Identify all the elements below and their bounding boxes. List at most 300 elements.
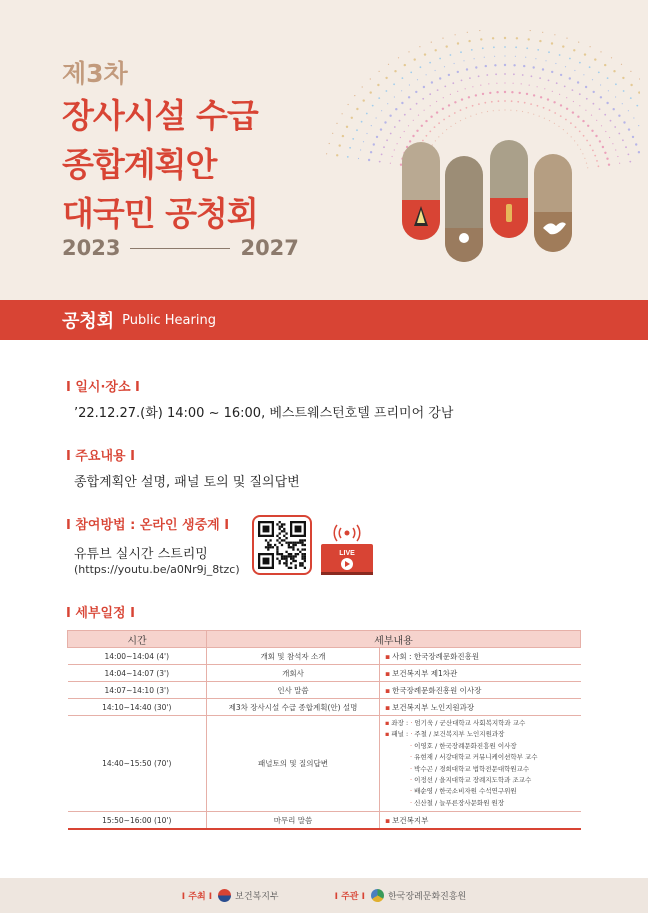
- wave-dot: [438, 122, 440, 124]
- wave-dot: [430, 105, 431, 106]
- wave-dot: [347, 156, 349, 158]
- wave-dot: [392, 156, 393, 157]
- wave-dot: [421, 125, 423, 127]
- panel-line-5: · 배순영 / 한국소비자원 수석연구위원: [410, 787, 517, 796]
- wave-dot: [435, 140, 436, 141]
- wave-dot: [606, 102, 608, 104]
- organizer-name: 한국장례문화진흥원: [387, 892, 467, 902]
- wave-dot: [554, 123, 555, 124]
- wave-dot: [485, 65, 487, 67]
- wave-dot: [348, 104, 349, 105]
- participation-heading: I 참여방법 : 온라인 생중계 I: [66, 518, 230, 533]
- wave-dot: [515, 56, 516, 57]
- pill-photo-4: [534, 154, 572, 252]
- wave-dot: [454, 63, 455, 64]
- wave-dot: [579, 105, 580, 106]
- wave-dot: [526, 47, 528, 49]
- wave-dot: [592, 150, 594, 152]
- wave-dot: [585, 110, 586, 111]
- wave-dot: [418, 115, 419, 116]
- wave-dot: [564, 86, 566, 88]
- wave-dot: [628, 110, 629, 111]
- wave-dot: [336, 154, 338, 156]
- wave-dot: [496, 83, 497, 84]
- qr-code-image: [258, 521, 306, 569]
- wave-dot: [630, 84, 632, 86]
- wave-dot: [519, 92, 521, 94]
- panel-line-4: · 이정선 / 을지대학교 장례지도학과 조교수: [410, 776, 532, 785]
- wave-dot: [426, 74, 427, 75]
- wave-dot: [366, 133, 367, 134]
- wave-dot: [457, 42, 459, 44]
- wave-dot: [370, 78, 371, 79]
- wave-dot: [336, 123, 337, 124]
- wave-dot: [482, 93, 484, 95]
- wave-dot: [386, 90, 388, 92]
- pill-photo-1: [402, 142, 440, 240]
- wave-dot: [332, 133, 333, 134]
- table-header-row: [68, 631, 581, 648]
- wave-dot: [423, 86, 425, 88]
- band-title-en: Public Hearing: [122, 312, 216, 328]
- datetime-text: ’22.12.27.(화) 14:00 ~ 16:00, 베스트웨스턴호텔 프리미어 강남: [74, 406, 454, 421]
- wave-dot: [476, 114, 477, 115]
- chair-line: ▪ 좌장 : · 엄기욱 / 군산대학교 사회복지학과 교수: [385, 719, 526, 727]
- wave-dot: [548, 80, 550, 82]
- wave-dot: [404, 64, 406, 66]
- organizer-logo-icon: [371, 889, 384, 902]
- row-time: 14:10~14:40 (30'): [68, 699, 207, 716]
- wave-dot: [604, 152, 606, 154]
- wave-dot: [409, 140, 411, 142]
- wave-dot: [596, 120, 597, 121]
- table-row: [68, 682, 581, 699]
- wave-dot: [537, 105, 539, 107]
- wave-dot: [584, 158, 585, 159]
- wave-dot: [537, 86, 538, 87]
- wave-dot: [379, 71, 380, 72]
- wave-dot: [397, 143, 398, 144]
- wave-dot: [613, 108, 615, 110]
- wave-dot: [537, 49, 539, 51]
- wave-dot: [618, 133, 620, 135]
- wave-dot: [621, 64, 622, 65]
- wave-dot: [481, 112, 482, 113]
- wave-dot: [540, 96, 542, 98]
- wave-dot: [494, 56, 495, 57]
- wave-dot: [584, 53, 586, 55]
- wave-dot: [606, 158, 608, 160]
- wave-dot: [583, 135, 585, 137]
- wave-dot: [360, 149, 361, 150]
- wave-dot: [426, 135, 428, 137]
- row-time: 14:00~14:04 (4'): [68, 648, 207, 665]
- wave-dot: [435, 49, 437, 51]
- wave-dot: [455, 123, 456, 124]
- wave-dot: [478, 103, 480, 105]
- wave-dot: [339, 144, 341, 146]
- wave-dot: [609, 137, 610, 138]
- wave-dot: [623, 121, 625, 123]
- wave-dot: [593, 91, 595, 93]
- signal-icon: [334, 525, 360, 541]
- wave-dot: [386, 139, 388, 141]
- wave-dot: [596, 160, 598, 162]
- wave-dot: [516, 37, 518, 39]
- wave-dot: [577, 116, 579, 118]
- wave-dot: [604, 64, 606, 66]
- wave-dot: [470, 116, 471, 117]
- wave-dot: [539, 40, 541, 42]
- wave-dot: [524, 102, 526, 104]
- wave-dot: [492, 37, 494, 39]
- wave-dot: [612, 143, 613, 144]
- wave-dot: [460, 51, 462, 53]
- year-start: 2023: [62, 236, 121, 260]
- wave-dot: [638, 91, 640, 93]
- wave-dot: [446, 129, 447, 130]
- wave-dot: [420, 66, 422, 68]
- host-name: 보건복지부: [235, 892, 279, 902]
- content-text: 종합계획안 설명, 패널 토의 및 질의답변: [74, 475, 300, 490]
- wave-dot: [539, 77, 541, 79]
- wave-dot: [630, 97, 632, 99]
- wave-dot: [370, 151, 372, 153]
- wave-dot: [432, 144, 433, 145]
- wave-dot: [574, 140, 575, 141]
- wave-dot: [569, 77, 571, 79]
- wave-dot: [461, 80, 463, 82]
- youtube-link[interactable]: (https://youtu.be/a0Nr9j_8tzc): [74, 563, 240, 576]
- wave-dot: [560, 104, 562, 106]
- hero-artwork: [300, 30, 640, 270]
- wave-dot: [605, 131, 606, 132]
- wave-dot: [504, 109, 505, 110]
- wave-dot: [572, 111, 574, 113]
- dotted-wave-lines: [326, 30, 640, 168]
- wave-dot: [446, 45, 448, 47]
- wave-dot: [607, 77, 609, 79]
- wave-dot: [356, 108, 358, 110]
- wave-dot: [579, 62, 581, 64]
- wave-dot: [504, 73, 506, 75]
- wave-dot: [388, 64, 389, 65]
- government-logo-icon: [218, 889, 231, 902]
- wave-dot: [573, 101, 574, 102]
- wave-dot: [636, 105, 638, 107]
- wave-dot: [586, 140, 588, 142]
- wave-dot: [436, 101, 437, 102]
- wave-dot: [548, 51, 550, 53]
- wave-dot: [610, 120, 612, 122]
- wave-dot: [408, 125, 409, 126]
- wave-dot: [600, 96, 602, 98]
- panel-line-6: · 신산철 / 늘푸른장사문화원 원장: [410, 798, 505, 807]
- wave-dot: [513, 64, 515, 66]
- wave-dot: [591, 130, 593, 132]
- wave-dot: [408, 51, 409, 52]
- wave-dot: [380, 128, 382, 130]
- wave-dot: [619, 163, 620, 164]
- wave-dot: [326, 153, 327, 154]
- wave-dot: [342, 113, 343, 114]
- wave-dot: [638, 125, 639, 126]
- wave-dot: [480, 85, 481, 86]
- pill-photo-3: [490, 140, 528, 238]
- wave-dot: [448, 104, 450, 106]
- wave-dot: [371, 125, 372, 126]
- wave-dot: [622, 103, 623, 104]
- wave-dot: [489, 92, 491, 94]
- wave-dot: [363, 141, 364, 142]
- wave-dot: [404, 131, 405, 132]
- wave-dot: [439, 58, 441, 60]
- wave-dot: [378, 97, 380, 99]
- wave-dot: [622, 139, 624, 141]
- wave-dot: [409, 84, 410, 85]
- row-time: 14:04~14:07 (3'): [68, 665, 207, 682]
- wave-dot: [599, 108, 601, 110]
- schedule-table: [67, 630, 581, 830]
- wave-dot: [552, 91, 553, 92]
- wave-dot: [608, 90, 609, 91]
- wave-dot: [415, 91, 417, 93]
- wave-dot: [628, 128, 630, 130]
- wave-dot: [628, 154, 630, 156]
- wave-dot: [544, 88, 545, 89]
- wave-dot: [583, 74, 584, 75]
- qr-code[interactable]: [252, 515, 312, 575]
- wave-dot: [379, 161, 381, 163]
- wave-dot: [356, 129, 358, 131]
- organizer-group: [335, 889, 467, 902]
- wave-dot: [390, 133, 392, 135]
- panel-line-3: · 박수곤 / 경희대학교 법학전문대학원교수: [410, 764, 530, 773]
- wave-dot: [434, 126, 436, 128]
- table-row-panel: [68, 716, 581, 812]
- live-broadcast-icon[interactable]: [320, 524, 374, 576]
- wave-dot: [354, 95, 355, 96]
- wave-dot: [592, 79, 593, 80]
- wave-dot: [370, 91, 372, 93]
- wave-dot: [618, 115, 620, 117]
- wave-dot: [579, 131, 581, 133]
- wave-dot: [376, 117, 377, 118]
- wave-dot: [480, 38, 482, 40]
- wave-dot: [435, 70, 436, 71]
- wave-dot: [479, 30, 480, 31]
- wave-dot: [504, 64, 506, 66]
- wave-dot: [521, 83, 522, 84]
- wave-dot: [513, 83, 514, 84]
- wave-dot: [362, 86, 363, 87]
- wave-dot: [504, 55, 505, 56]
- wave-dot: [535, 58, 536, 59]
- panel-line-1: · 이영호 / 한국장례문화진흥원 이사장: [410, 741, 517, 750]
- wave-dot: [460, 109, 462, 111]
- wave-dot: [553, 101, 555, 103]
- wave-dot: [573, 49, 575, 51]
- row-detail: ▪ 보건복지부 제1차관: [380, 665, 581, 682]
- wave-dot: [368, 159, 370, 161]
- wave-dot: [457, 91, 458, 92]
- row-time: 14:07~14:10 (3'): [68, 682, 207, 699]
- wave-dot: [381, 154, 383, 156]
- wave-dot: [525, 57, 526, 58]
- organizer-label: I 주관 I: [334, 892, 365, 902]
- wave-dot: [504, 37, 506, 39]
- wave-dot: [593, 103, 595, 105]
- wave-dot: [394, 126, 396, 128]
- wave-dot: [611, 57, 612, 58]
- wave-dot: [565, 66, 566, 67]
- wave-dot: [352, 138, 354, 140]
- hero-banner: [0, 0, 648, 300]
- wave-dot: [429, 131, 431, 133]
- wave-dot: [457, 71, 459, 73]
- wave-dot: [443, 97, 444, 98]
- wave-dot: [390, 163, 391, 164]
- title-line-1: 장사시설 수급: [62, 96, 258, 135]
- wave-dot: [402, 77, 404, 79]
- wave-dot: [465, 88, 466, 89]
- wave-dot: [598, 72, 600, 74]
- wave-dot: [495, 73, 497, 75]
- wave-dot: [442, 108, 444, 110]
- wave-dot: [410, 108, 412, 110]
- wave-dot: [578, 42, 579, 43]
- wave-dot: [463, 60, 464, 61]
- wave-dot: [533, 94, 535, 96]
- wave-dot: [542, 68, 544, 70]
- content-heading: I 주요내용 I: [66, 449, 135, 464]
- row-item: 개회사: [207, 665, 380, 682]
- panel-line-2: · 유현재 / 서강대학교 커뮤니케이션학부 교수: [410, 753, 538, 762]
- footer: [0, 878, 648, 913]
- wave-dot: [526, 93, 528, 95]
- wave-dot: [554, 34, 555, 35]
- wave-dot: [363, 99, 365, 101]
- wave-dot: [543, 107, 545, 109]
- wave-dot: [504, 46, 506, 48]
- wave-dot: [511, 91, 513, 93]
- wave-dot: [562, 45, 564, 47]
- wave-dot: [472, 86, 473, 87]
- wave-dot: [566, 97, 567, 98]
- wave-dot: [630, 71, 631, 72]
- wave-dot: [498, 100, 500, 102]
- wave-dot: [450, 54, 452, 56]
- wave-dot: [452, 82, 454, 84]
- wave-dot: [385, 77, 387, 79]
- wave-dot: [431, 81, 433, 83]
- wave-dot: [377, 84, 379, 86]
- wave-dot: [466, 68, 468, 70]
- wave-dot: [425, 120, 427, 122]
- year-range: [62, 236, 299, 260]
- wave-dot: [549, 109, 551, 111]
- wave-dot: [442, 38, 443, 39]
- row-item: 제3차 장사시설 수급 종합계획(안) 설명: [207, 699, 380, 716]
- wave-dot: [448, 115, 450, 117]
- wave-dot: [493, 46, 495, 48]
- wave-dot: [416, 103, 418, 105]
- wave-dot: [560, 74, 562, 76]
- wave-dot: [598, 165, 600, 167]
- streaming-text: 유튜브 실시간 스트리밍: [74, 547, 208, 562]
- wave-dot: [617, 156, 618, 157]
- wave-dot: [455, 34, 456, 35]
- wave-dot: [491, 101, 493, 103]
- wave-dot: [554, 112, 556, 114]
- wave-dot: [580, 149, 581, 150]
- wave-dot: [395, 108, 397, 110]
- wave-dot: [600, 51, 601, 52]
- wave-dot: [351, 117, 353, 119]
- wave-dot: [394, 149, 395, 150]
- wave-dot: [329, 143, 330, 144]
- wave-dot: [486, 74, 488, 76]
- wave-dot: [484, 102, 486, 104]
- wave-dot: [431, 42, 432, 43]
- wave-dot: [623, 90, 625, 92]
- wave-dot: [474, 58, 475, 59]
- wave-dot: [582, 153, 583, 154]
- wave-dot: [579, 93, 581, 95]
- wave-dot: [484, 57, 485, 58]
- wave-dot: [629, 161, 631, 163]
- wave-dot: [510, 110, 511, 111]
- row-detail: ▪ 한국장례문화진흥원 이사장: [380, 682, 581, 699]
- wave-dot: [499, 110, 500, 111]
- wave-dot: [545, 60, 546, 61]
- wave-dot: [346, 126, 348, 128]
- band-title-ko: 공청회: [62, 311, 115, 332]
- wave-dot: [544, 118, 545, 119]
- wave-dot: [416, 130, 418, 132]
- wave-dot: [429, 93, 431, 95]
- row-time: 14:40~15:50 (70'): [68, 716, 207, 812]
- wave-dot: [635, 143, 637, 145]
- year-end: 2027: [240, 236, 299, 260]
- wave-dot: [570, 122, 572, 124]
- wave-dot: [393, 83, 395, 85]
- row-detail: ▪ 사회 : 한국장례문화진흥원: [380, 648, 581, 665]
- wave-dot: [444, 86, 446, 88]
- wave-dot: [400, 164, 402, 166]
- wave-dot: [602, 146, 604, 148]
- wave-dot: [450, 94, 451, 95]
- wave-dot: [577, 81, 579, 83]
- wave-dot: [533, 66, 535, 68]
- wave-dot: [475, 66, 477, 68]
- row-time: 15:50~16:00 (10'): [68, 812, 207, 829]
- wave-dot: [384, 121, 386, 123]
- wave-dot: [533, 114, 534, 115]
- wave-dot: [401, 90, 402, 91]
- wave-dot: [504, 100, 506, 102]
- row-item: 패널토의 및 질의답변: [207, 716, 380, 812]
- wave-dot: [422, 98, 424, 100]
- wave-dot: [515, 46, 517, 48]
- wave-dot: [572, 89, 574, 91]
- wave-dot: [590, 46, 591, 47]
- wave-dot: [399, 120, 401, 122]
- wave-dot: [622, 77, 624, 79]
- wave-dot: [566, 38, 567, 39]
- wave-dot: [615, 83, 617, 85]
- section-band: [0, 300, 648, 340]
